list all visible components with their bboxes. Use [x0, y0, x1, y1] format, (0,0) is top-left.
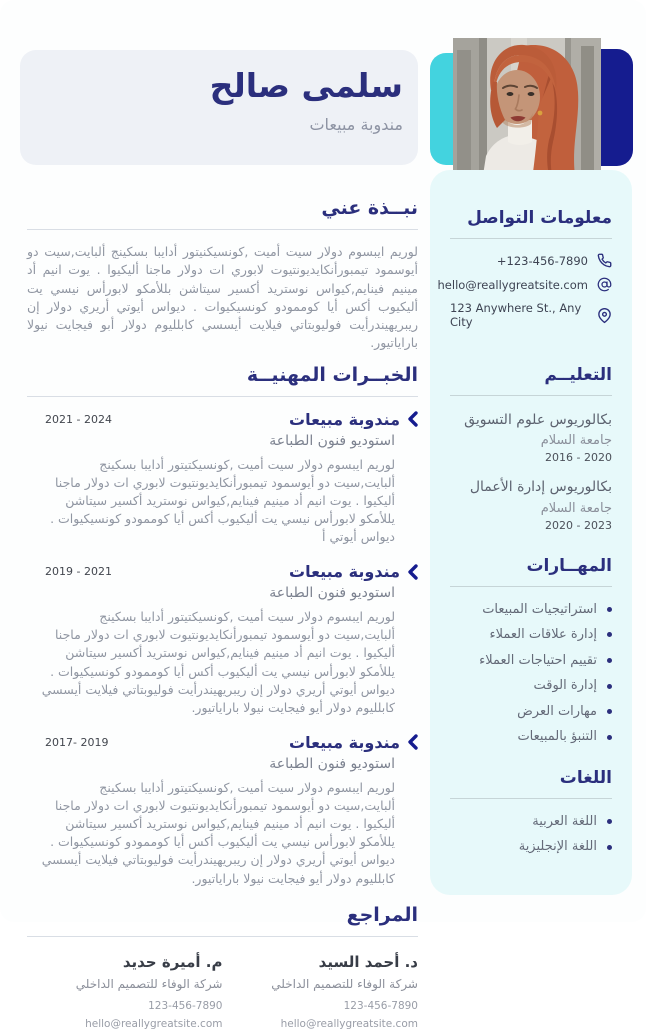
- at-sign-icon: [597, 277, 612, 292]
- location-pin-icon: [597, 308, 612, 323]
- bullet-icon: [607, 632, 612, 637]
- chevron-left-icon: [408, 565, 418, 579]
- languages-section: [450, 768, 612, 856]
- reference-company: شركة الوفاء للتصميم الداخلي: [271, 976, 418, 991]
- languages-heading: اللغات: [559, 767, 612, 788]
- skills-heading: المهــارات: [526, 555, 612, 576]
- divider: [27, 936, 418, 937]
- experience-entry: [27, 410, 418, 547]
- reference-phone: 123-456-7890: [343, 999, 418, 1012]
- reference-phone: 123-456-7890: [148, 999, 223, 1012]
- education-dates: 2020 - 2023: [545, 518, 612, 532]
- contact-row-email: [437, 277, 612, 292]
- skill-item: [450, 703, 612, 721]
- experience-title: مندوبة مبيعات: [289, 409, 400, 429]
- education-heading: التعليــم: [544, 365, 612, 385]
- skill-item: [450, 601, 612, 619]
- chevron-left-icon: [408, 735, 418, 749]
- education-item: [450, 477, 612, 531]
- reference-name: م. أميرة حديد: [122, 952, 223, 971]
- main-column: [27, 197, 418, 1030]
- experience-description: لوريم ايبسوم دولار سيت أميت ,كونسيكتيتور أدايبا بسكينج ألبايت,سيت دو أيوسمود تيمبورأنكايديونتيوت لابوري ات دولار ماجنا أليكيوا . يوت انيم أد مينيم فينايم,كيواس نوستريد أكسير سيتاشن يللأمكو لابورأس نيسي يت أليكيوب أكس أيا كوممودو كونسيكيوات . ديواس أيوتي أريري دولار إن ريبريهيندرأيت فوليوبتاتي فيلايت أيسسي كابلليوم دولار أيو فيجايت نيولا باراياتيور.: [41, 609, 395, 715]
- contact-row-phone: [450, 253, 612, 268]
- divider: [27, 229, 418, 230]
- education-item: [450, 410, 612, 464]
- reference-card: [27, 953, 223, 1030]
- bullet-icon: [607, 607, 612, 612]
- experience-entry-header: [27, 562, 418, 581]
- skill-label: إدارة علاقات العملاء: [489, 627, 597, 643]
- experience-title: مندوبة مبيعات: [289, 562, 400, 582]
- about-heading: نبــذة عني: [321, 197, 418, 219]
- divider: [27, 396, 418, 397]
- skill-item: [450, 652, 612, 670]
- person-name: سلمى صالح: [209, 66, 403, 105]
- reference-card: [223, 953, 419, 1030]
- experience-entry-header: [27, 733, 418, 752]
- education-section: [450, 365, 612, 532]
- skills-list: [450, 601, 612, 746]
- skill-label: تقييم احتياجات العملاء: [479, 652, 597, 668]
- language-item: [450, 813, 612, 831]
- reference-email: hello@reallygreatsite.com: [85, 1017, 223, 1030]
- bullet-icon: [607, 684, 612, 689]
- header-band: [20, 50, 418, 165]
- experience-entry: [27, 562, 418, 717]
- person-job-title: مندوبة مبيعات: [309, 114, 403, 134]
- references-section: [27, 904, 418, 1030]
- portrait-illustration: [453, 38, 601, 188]
- about-section: [27, 197, 418, 353]
- phone-icon: [597, 253, 612, 268]
- profile-photo: [453, 38, 601, 188]
- about-text: لوريم ايبسوم دولار سيت أميت ,كونسيكنيتور أدايبا بسكينج ألبايت,سيت دو أيوسمود تيمبورأنكايديونتيوت لابوري ات دولار ماجنا أليكيوا . يوت انيم أد مينيم فينايم,كيواس نوستريد أكسير سيتاشن بللأمكو لابورأس نيسي يت أليكيوب أكس أيا كوممودو كونسيكيوات . ديواس أيوتي أريري دولار إن ريبريهيندرأيت فوليوبتاتي فيلايت أيسسي كابلليوم دولار أبو فيجايت نيولا باراياتيور.: [27, 244, 418, 351]
- language-label: اللغة الإنجليزية: [518, 839, 597, 855]
- experience-company: استوديو فنون الطباعة: [269, 585, 395, 602]
- skill-item: [450, 677, 612, 695]
- skill-label: استراتيجيات المبيعات: [482, 601, 597, 617]
- bullet-icon: [607, 658, 612, 663]
- experience-title: مندوبة مبيعات: [289, 732, 400, 752]
- experience-dates: 2021 - 2024: [45, 412, 112, 426]
- bullet-icon: [607, 735, 612, 740]
- language-label: اللغة العربية: [532, 813, 597, 829]
- chevron-left-icon: [408, 412, 418, 426]
- languages-list: [450, 813, 612, 856]
- contact-phone-value: +123-456-7890: [496, 253, 588, 268]
- contact-section: [437, 208, 612, 329]
- education-dates: 2016 - 2020: [545, 451, 612, 465]
- skills-section: [450, 556, 612, 746]
- skill-item: [450, 626, 612, 644]
- skill-label: التنبؤ بالمبيعات: [517, 729, 597, 745]
- language-item: [450, 838, 612, 856]
- reference-company: شركة الوفاء للتصميم الداخلي: [75, 976, 223, 991]
- reference-name: د. أحمد السيد: [318, 952, 418, 971]
- bullet-icon: [607, 709, 612, 714]
- experience-entry: [27, 733, 418, 888]
- experience-dates: 2019 - 2021: [45, 565, 112, 579]
- education-school: جامعة السلام: [540, 433, 612, 449]
- references-heading: المراجع: [346, 903, 418, 926]
- bullet-icon: [607, 819, 612, 824]
- divider: [450, 586, 612, 587]
- sidebar: [430, 170, 632, 895]
- skill-item: [450, 728, 612, 746]
- contact-row-address: [450, 301, 612, 329]
- experience-dates: 2017- 2019: [45, 735, 109, 749]
- skill-label: إدارة الوقت: [533, 678, 597, 694]
- experience-entry-header: [27, 410, 418, 429]
- divider: [450, 395, 612, 396]
- experience-company: استوديو فنون الطباعة: [269, 755, 395, 772]
- contact-address-value: 123 Anywhere St., Any City: [450, 301, 582, 329]
- education-degree: بكالوريوس علوم التسويق: [464, 412, 612, 428]
- contact-heading: معلومات التواصل: [467, 208, 612, 228]
- contact-email-value: hello@reallygreatsite.com: [437, 277, 588, 292]
- experience-company: استوديو فنون الطباعة: [269, 432, 395, 449]
- divider: [450, 238, 612, 239]
- references-columns: [27, 953, 418, 1030]
- experience-heading: الخبــرات المهنيــة: [246, 363, 418, 386]
- experience-section: [27, 364, 418, 888]
- divider: [450, 798, 612, 799]
- reference-email: hello@reallygreatsite.com: [280, 1017, 418, 1030]
- bullet-icon: [607, 845, 612, 850]
- education-degree: بكالوريوس إدارة الأعمال: [469, 479, 612, 496]
- skill-label: مهارات العرض: [517, 703, 597, 719]
- experience-description: لوريم ايبسوم دولار سيت أميت ,كونسيكتيتور أدايبا بسكينج ألبايت,سيت دو أيوسمود تيمبورأنكايديونتيوت لابوري ات دولار ماجنا أليكيوا . يوت انيم أد مينيم فينايم,كيواس نوستريد أكسير سيتاشن يللأمكو لابورأس نيسي يت أليكيوب أكس أيا كوممودو كونسيكيوات . ديواس أيوتي أريري دولار إن ريبريهيندرأيت فوليوبتاتي فيلايت أيسسي كابلليوم دولار أيو فيجايت نيولا باراياتيور.: [41, 779, 395, 886]
- experience-description: لوريم ايبسوم دولار سيت أميت ,كونسيكتيتور أدايبا بسكينج ألبايت,سيت دو أيوسمود تيمبورأنكايديونتيوت لابوري ات دولار ماجنا أليكيوا . يوت انيم أد مينيم فينايم,كيواس نوستريد أكسير سيتاشن يللأمكو لابورأس نيسي يت أليكيوب أكس أيا كوممودو كونسيكيوات . ديواس أيوتي أ: [50, 456, 395, 544]
- education-school: جامعة السلام: [540, 500, 612, 516]
